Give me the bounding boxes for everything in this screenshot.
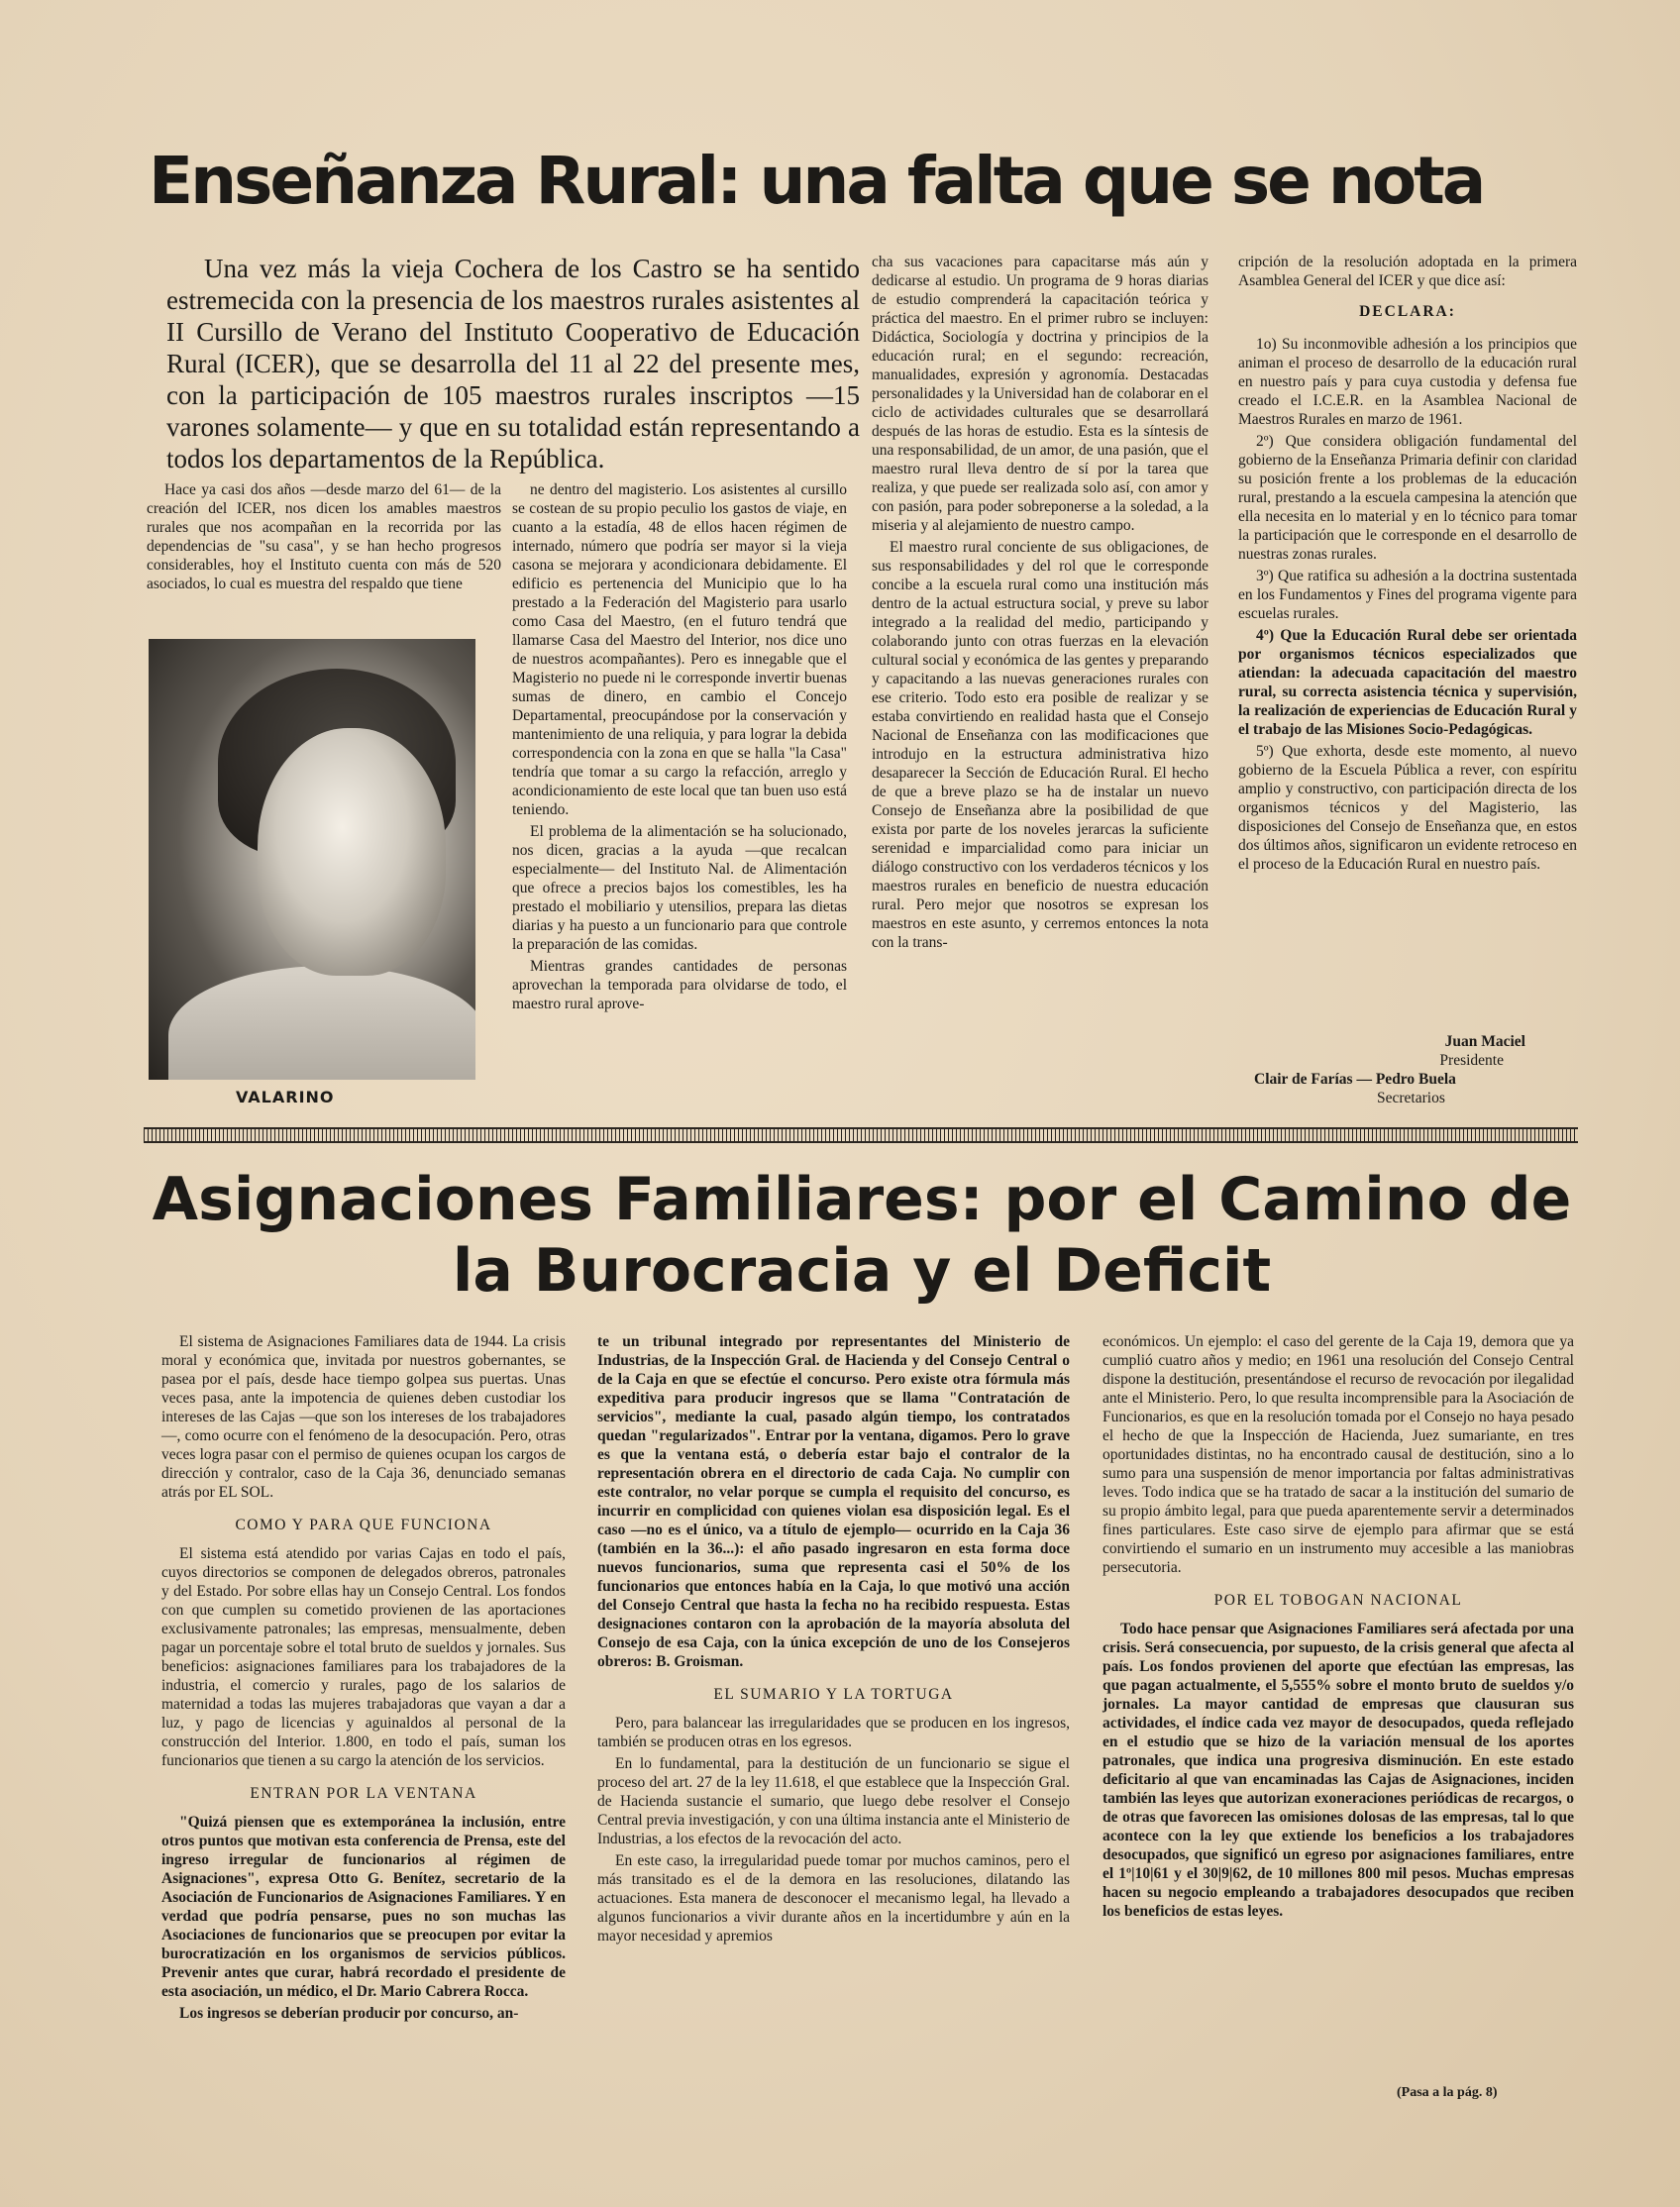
paragraph: cha sus vacaciones para capacitarse más aún y dedicarse al estudio. Un programa de 9 horas diarias de estudio comprenderá la capacitación teórica y práctica del maestro. En el primer rubro se incluyen: Didáctica, Sociología y doctrina y principios de la educación rural; en el segundo: recreación, manualidades, expresión y agronomía. Destacadas personalidades y la Universidad han de colaborar en el ciclo de actividades culturales que se desarrollará después de las horas de estudio. Esta es la síntesis de una responsabilidad, de un amor, de una pasión, que el maestro rural lleva dentro de sí por la tarea que realiza, y que puede ser realizada solo así, con amor y con pasión, para poder sobreponerse a la soledad, a la miseria y al alejamiento de nuestro campo.: [872, 254, 1208, 534]
paragraph: 5º) Que exhorta, desde este momento, al nuevo gobierno de la Escuela Pública a rever, con espíritu amplio y constructivo, con participación directa de los organismos técnicos y del Magisterio, las disposiciones del Consejo de Enseñanza que, en estos dos últimos años, significaron un evidente retroceso en el proceso de la Educación Rural en nuestro país.: [1238, 743, 1577, 873]
paragraph: ne dentro del magisterio. Los asistentes al cursillo se costean de su propio peculio los gastos de viaje, en cuanto a la estadía, 48 de ellos hacen régimen de internado, número que podría ser mayor si la vieja casona se mejorara y acondicionara debidamente. El edificio es pertenencia del Municipio que lo ha prestado a la Federación del Magisterio para usarlo como Casa del Maestro, (en el futuro tendrá que llamarse Casa del Maestro del Interior, nos dice uno de nuestros acompañantes). Pero es innegable que el Magisterio no puede ni le corresponde invertir buenas sumas de dinero, en cambio el Concejo Departamental, preocupándose por la conservación y mantenimiento de una reliquia, y para lograr la debida correspondencia con la zona en que se halla "la Casa" tendría que tomar a su cargo la refacción, arreglo y acondicionamiento de este local que tan buen uso está teniendo.: [512, 481, 847, 818]
article2-column-3: [1102, 1332, 1574, 1924]
photo-shoulder-shape: [168, 966, 475, 1080]
portrait-photo: [149, 639, 475, 1080]
subheading: EL SUMARIO Y LA TORTUGA: [713, 1686, 954, 1703]
paragraph: 3º) Que ratifica su adhesión a la doctrina sustentada en los Fundamentos y Fines del programa vigente para escuelas rurales.: [1238, 568, 1577, 622]
signature-name: Juan Maciel: [1444, 1033, 1525, 1050]
paragraph: El problema de la alimentación se ha solucionado, nos dicen, gracias a la ayuda —que recalcan especialmente— del Instituto Nal. de Alimentación que ofrece a precios bajos los comestibles, les ha prestado el mobiliario y utensilios, prepara las dietas diarias y ha puesto a un funcionario para que controle la preparación de las comidas.: [512, 823, 847, 953]
paragraph: Mientras grandes cantidades de personas aprovechan la temporada para olvidarse de todo, el maestro rural aprove-: [512, 958, 847, 1012]
paragraph: "Quizá piensen que es extemporánea la inclusión, entre otros puntos que motivan esta conferencia de Prensa, este del ingreso irregular de funcionarios al régimen de Asignaciones", expresa Otto G. Benítez, secretario de la Asociación de Funcionarios de Asignaciones Familiares. Y en verdad que podría pensarse, pues no son muchas las Asociaciones de funcionarios que se preocupen por evitar la burocratización en los organismos de servicios públicos. Prevenir antes que curar, habrá recordado el presidente de esta asociación, un médico, el Dr. Mario Cabrera Rocca.: [161, 1814, 566, 2000]
subheading: ENTRAN POR LA VENTANA: [250, 1785, 477, 1802]
paragraph: 4º) Que la Educación Rural debe ser orientada por organismos técnicos especializados que atiendan: la adecuada capacitación del maestro rural, su correcta asistencia técnica y supervisión, la realización de experiencias de Educación Rural y el trabajo de las Misiones Socio-Pedagógicas.: [1238, 627, 1577, 738]
paragraph: Los ingresos se deberían producir por concurso, an-: [179, 2005, 519, 2022]
paragraph: Hace ya casi dos años —desde marzo del 61— de la creación del ICER, nos dicen los amables maestros rurales que nos acompañan en la recorrida por las dependencias de "su casa", y se han hecho progresos considerables, hoy el Instituto cuenta con más de 520 asociados, lo cual es muestra del respaldo que tiene: [147, 481, 501, 592]
declara-heading: DECLARA:: [1359, 303, 1456, 320]
photo-caption: VALARINO: [236, 1088, 335, 1106]
signature-names-secondary: Clair de Farías — Pedro Buela: [1254, 1071, 1456, 1088]
article1-headline: Enseñanza Rural: una falta que se nota: [149, 143, 1484, 219]
paragraph: En este caso, la irregularidad puede tomar por muchos caminos, pero el más transitado es el de la demora en las resoluciones, dilatando las actuaciones. Esta manera de desconocer el mecanismo legal, ha llevado a algunos funcionarios a vivir durante años en la incertidumbre y aún en la mayor necesidad y apremios: [597, 1852, 1070, 1944]
article1-column-3: [1238, 253, 1577, 877]
section-divider: [144, 1127, 1578, 1143]
article2-headline: Asignaciones Familiares: por el Camino de la Burocracia y el Deficit: [152, 1165, 1572, 1306]
article1-column-1a: [147, 480, 501, 596]
signature-role: Presidente: [1439, 1052, 1504, 1069]
article2-column-1: [161, 1332, 566, 2026]
paragraph: Todo hace pensar que Asignaciones Familiares será afectada por una crisis. Será consecuencia, por supuesto, de la crisis general que afecta al país. Los fondos provienen del aporte que efectúan las empresas, las que pagan actualmente, el 5,555% sobre el monto bruto de sueldos y/o jornales. La mayor cantidad de empresas que clausuran sus actividades, el índice cada vez mayor de desocupados, queda reflejado en el estudio que se hizo de la variación mensual de los aportes patronales, que indica una progresiva disminución. En este estado deficitario al que van encaminadas las Cajas de Asignaciones, inciden también las leyes que autorizan exoneraciones periódicas de recargos, o de otras que favorecen las omisiones dolosas de las empresas, tal lo que acontece con la ley que extiende los beneficios a los trabajadores desocupados, que significó un egreso por asignaciones familiares, entre el 1º|10|61 y el 30|9|62, de 10 millones 800 mil pesos. Muchas empresas hacen su negocio empleando a trabajadores desocupados que reciben los beneficios de estas leyes.: [1102, 1621, 1574, 1920]
paragraph: En lo fundamental, para la destitución de un funcionario se sigue el proceso del art. 27 de la ley 11.618, el que establece que la Inspección Gral. de Hacienda sustancie el sumario, que luego debe resolver el Consejo Central previa investigación, y con una última instancia ante el Ministerio de Industrias, a los efectos de la revocación del acto.: [597, 1755, 1070, 1847]
continued-note: (Pasa a la pág. 8): [1397, 2085, 1498, 2100]
signature-role-secondary: Secretarios: [1377, 1090, 1445, 1106]
article2-column-2: [597, 1332, 1070, 1948]
subheading: POR EL TOBOGAN NACIONAL: [1213, 1592, 1463, 1609]
paragraph: El maestro rural conciente de sus obligaciones, de sus responsabilidades y del rol que le corresponde concibe a la escuela rural como una institución más dentro de la actual estructura social, y preve su labor integrado a la realidad del medio, participando y colaborando junto con otras fuerzas en la elevación cultural social y económica de las gentes y preparando y capacitando a las nuevas generaciones rurales con ese criterio. Todo esto era posible de realizar y se estaba convirtiendo en realidad hasta que el Consejo Nacional de Enseñanza con las modificaciones que introdujo en la estructura administrativa hizo desaparecer la Sección de Educación Rural. El hecho de que a breve plazo se ha de instalar un nuevo Consejo de Enseñanza abre la posibilidad de que exista por parte de los noveles jerarcas la suficiente serenidad e imparcialidad como para iniciar un diálogo constructivo con los verdaderos técnicos y los maestros rurales en beneficio de nuestra educación rural. Pero mejor que nosotros se expresan los maestros en este asunto, y cerremos entonces la nota con la trans-: [872, 539, 1208, 951]
paragraph: El sistema de Asignaciones Familiares data de 1944. La crisis moral y económica que, invitada por nuestros gobernantes, se pasea por el país, desde hace tiempo golpea sus puertas. Unas veces pasa, ante la impotencia de quienes deben custodiar los intereses de las Cajas —que son los intereses de los trabajadores—, como ocurre con el fenómeno de la desocupación. Pero, otras veces logra pasar con el permiso de quienes ocupan los cargos de dirección y contralor, caso de la Caja 36, denunciado semanas atrás por EL SOL.: [161, 1333, 566, 1501]
lead-paragraph: Una vez más la vieja Cochera de los Castro se ha sentido estremecida con la presencia de los maestros rurales asistentes al II Cursillo de Verano del Instituto Cooperativo de Educación Rural (ICER), que se desarrolla del 11 al 22 del presente mes, con la participación de 105 maestros rurales inscriptos —15 varones solamente— y que en su totalidad están representando a todos los departamentos de la República.: [166, 254, 860, 473]
paragraph: 1o) Su inconmovible adhesión a los principios que animan el proceso de desarrollo de la educación rural en nuestro país y para cuya custodia y defensa fue creado el I.C.E.R. en la Asamblea Nacional de Maestros Rurales en marzo de 1961.: [1238, 336, 1577, 428]
article1-column-1b: [512, 480, 847, 1016]
paragraph: te un tribunal integrado por representantes del Ministerio de Industrias, de la Inspección Gral. de Hacienda y del Consejo Central o de la Caja en que se efectúe el concurso. Pero existe otra fórmula más expeditiva para producir ingresos que se llama "Contratación de servicios", mediante la cual, pasado algún tiempo, los contratados quedan "regularizados". Entrar por la ventana, digamos. Pero lo grave es que la ventana está, o debería estar bajo el contralor de la representación obrera en el directorio de cada Caja. No cumplir con este contralor, no velar porque se cumpla el requisito del concurso, es incurrir en complicidad con quienes violan esa disposición legal. Es el caso —no es el único, va a título de ejemplo— ocurrido en la Caja 36 (también en la 36...): el año pasado ingresaron en esta forma doce nuevos funcionarios, suma que representa casi el 50% de los funcionarios que entonces había en la Caja, lo que motivó una acción del Consejo Central que hasta la fecha no ha recibido respuesta. Estas designaciones contaron con la aprobación de la mayoría absoluta del Consejo de esa Caja, con la única excepción de uno de los Consejeros obreros: B. Groisman.: [597, 1333, 1070, 1670]
article1-lead: [166, 253, 860, 474]
paragraph: cripción de la resolución adoptada en la primera Asamblea General del ICER y que dice así:: [1238, 254, 1577, 289]
signature-block: [1238, 1032, 1577, 1107]
paragraph: El sistema está atendido por varias Cajas en todo el país, cuyos directorios se componen de delegados obreros, patronales y del Estado. Por sobre ellas hay un Consejo Central. Los fondos con que cumplen su cometido provienen de las aportaciones exclusivamente patronales; las empresas, mensualmente, deben pagar un porcentaje sobre el total bruto de sueldos y jornales. Sus beneficios: asignaciones familiares para los trabajadores de la industria, el comercio y rurales, pago de los salarios de maternidad a todas las mujeres trabajadoras que vayan a dar a luz, y pago de licencias y aguinaldos al personal de la construcción del Interior. 1.800, en todo el país, suman los funcionarios que tienen a su cargo la atención de los servicios.: [161, 1545, 566, 1769]
paragraph: económicos. Un ejemplo: el caso del gerente de la Caja 19, demora que ya cumplió cuatro años y medio; en 1961 una resolución del Consejo Central dispone la destitución, presentándose el recurso de revocación por ilegalidad ante el Ministerio. Pero, lo que resulta incomprensible para la Asociación de Funcionarios, es que en la resolución tomada por el Consejo no haya pesado el hecho de que la Inspección de Hacienda, Juez sumariante, en tres oportunidades distintas, no ha encontrado causal de destitución, sino a lo sumo para una suspensión de menor importancia por faltas administrativas leves. Todo indica que se ha tratado de sacar a la institución del sumario de su propio ámbito legal, para que pueda aparentemente servir a determinados fines particulares. Este caso sirve de ejemplo para afirmar que se está convirtiendo el sumario en un instrumento muy accesible a las maniobras persecutoria.: [1102, 1333, 1574, 1576]
subheading: COMO Y PARA QUE FUNCIONA: [235, 1517, 492, 1533]
article1-column-2: [872, 253, 1208, 955]
paragraph: 2º) Que considera obligación fundamental del gobierno de la Enseñanza Primaria definir con claridad su posición frente a los problemas de la educación rural, prestando a la escuela campesina la atención que ella necesita en lo material y en lo técnico para tomar la participación que le corresponde en el desarrollo de nuestras zonas rurales.: [1238, 433, 1577, 563]
photo-face-shape: [258, 728, 446, 976]
paragraph: Pero, para balancear las irregularidades que se producen en los ingresos, también se producen otras en los egresos.: [597, 1715, 1070, 1750]
